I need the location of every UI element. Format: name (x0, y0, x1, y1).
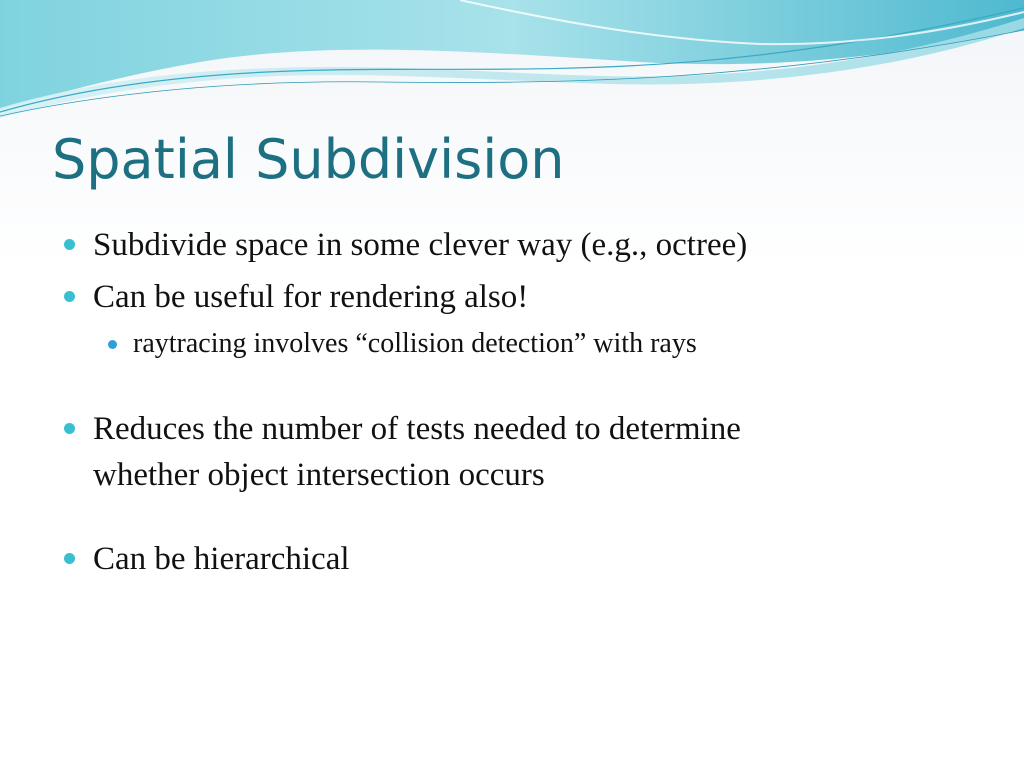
sub-bullet-text: raytracing involves “collision detection” with rays (133, 328, 697, 359)
list-item (60, 536, 960, 582)
bullet-text: Can be useful for rendering also! (93, 279, 529, 315)
list-item (60, 274, 960, 320)
bullet-icon (64, 553, 75, 564)
bullet-icon (64, 291, 75, 302)
bullet-list (60, 222, 960, 582)
sub-list-item (60, 324, 960, 364)
slide-title: Spatial Subdivision (52, 128, 565, 191)
bullet-icon (64, 239, 75, 250)
list-item (60, 406, 960, 498)
bullet-text: Can be hierarchical (93, 541, 350, 577)
sub-bullet-icon (108, 340, 117, 349)
spacer (60, 498, 960, 536)
bullet-text: Subdivide space in some clever way (e.g., octree) (93, 227, 748, 263)
bullet-text: Reduces the number of tests needed to determine (93, 411, 741, 447)
spacer (60, 364, 960, 406)
bullet-text-continued: whether object intersection occurs (93, 457, 545, 493)
bullet-icon (64, 423, 75, 434)
decorative-wave (0, 0, 1024, 120)
list-item (60, 222, 960, 268)
